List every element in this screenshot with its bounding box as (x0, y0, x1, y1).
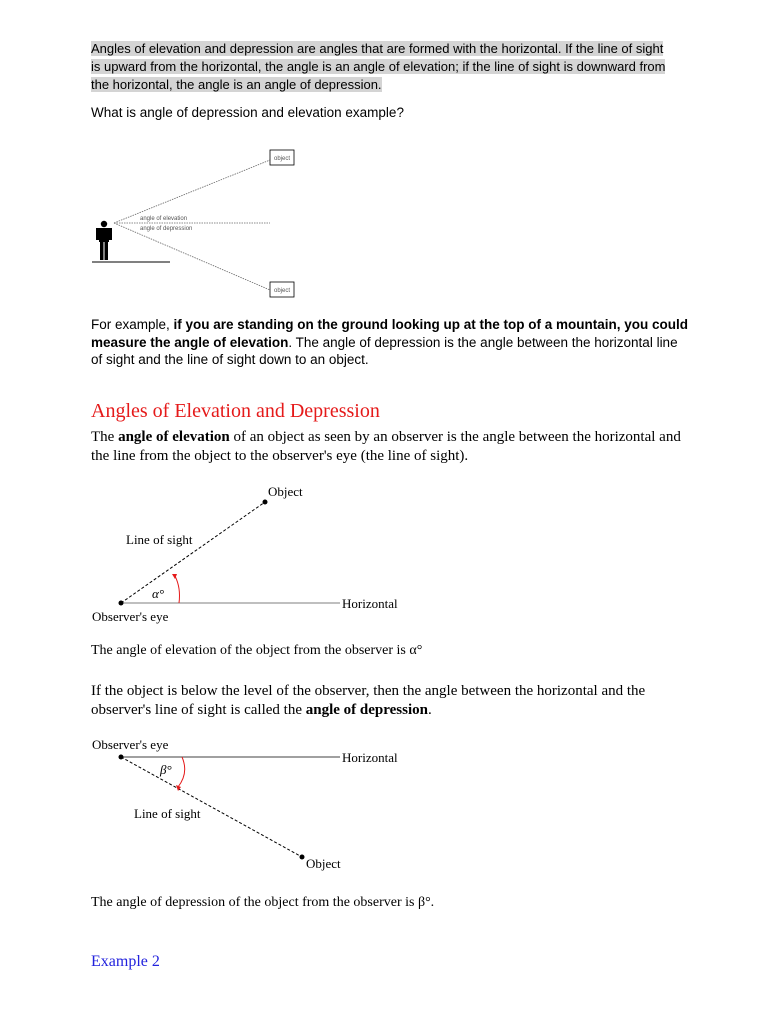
question-text: What is angle of depression and elevation example? (91, 105, 404, 120)
observer-point (119, 755, 124, 760)
object-label: Object (268, 484, 303, 499)
horizontal-label: Horizontal (342, 750, 398, 765)
depression-definition (91, 682, 691, 720)
angle-beta-label: β° (160, 762, 172, 777)
section-heading: Angles of Elevation and Depression (91, 400, 380, 422)
example-rest: . The angle of depression is the angle between the horizontal line of sight and the line of sight down to an object. (91, 334, 678, 367)
line-of-sight-label: Line of sight (134, 806, 201, 821)
example-bold: if you are standing on the ground looking up at the top of a mountain, you could measure the angle of elevation (91, 317, 689, 350)
angle-of-depression-label: angle of depression (140, 226, 193, 232)
depression-bold: angle of depression (305, 702, 428, 718)
depression-caption: The angle of depression of the object from the observer is β°. (91, 895, 435, 910)
angle-of-elevation-diagram (80, 478, 440, 638)
angle-alpha-label: α° (152, 586, 165, 601)
angle-of-depression-diagram (80, 730, 440, 880)
example-paragraph (91, 316, 691, 369)
depression-rest: . (427, 702, 432, 718)
line-of-sight-down (114, 223, 270, 290)
elevation-definition (91, 428, 691, 466)
person-icon (96, 221, 112, 260)
elevation-lead: The (91, 429, 119, 445)
line-of-sight (121, 502, 265, 603)
elevation-rest: of an object as seen by an observer is the angle between the horizontal and the line from the object to the observer's eye (the line of sight). (91, 429, 681, 464)
elevation-bold: angle of elevation (118, 429, 230, 445)
example-2-heading[interactable]: Example 2 (91, 953, 160, 970)
intro-highlight-text: Angles of elevation and depression are angles that are formed with the horizontal. If the line of sight is upward from the horizontal, the angle is an angle of elevation; if the line of sight is downward from the horizontal, the angle is an angle of depression. (91, 41, 666, 92)
line-of-sight-label: Line of sight (126, 532, 193, 547)
object-label-top: object (273, 156, 291, 162)
example-lead: For example, (91, 317, 174, 332)
observer-label: Observer's eye (92, 609, 169, 624)
elevation-depression-diagram (80, 140, 320, 305)
observer-point (119, 601, 124, 606)
angle-of-elevation-label: angle of elevation (140, 216, 188, 222)
depression-lead: If the object is below the level of the observer, then the angle between the horizontal and the observer's line of sight is called the (91, 683, 646, 718)
elevation-caption: The angle of elevation of the object from the observer is α° (91, 643, 423, 658)
object-point (263, 500, 268, 505)
object-label-bottom: object (273, 288, 291, 294)
angle-arc (175, 576, 180, 603)
line-of-sight-up (114, 160, 270, 223)
object-point (300, 855, 305, 860)
horizontal-label: Horizontal (342, 596, 398, 611)
intro-paragraph (91, 40, 676, 94)
object-label: Object (306, 856, 341, 871)
angle-arc (178, 757, 185, 787)
observer-label: Observer's eye (92, 737, 169, 752)
